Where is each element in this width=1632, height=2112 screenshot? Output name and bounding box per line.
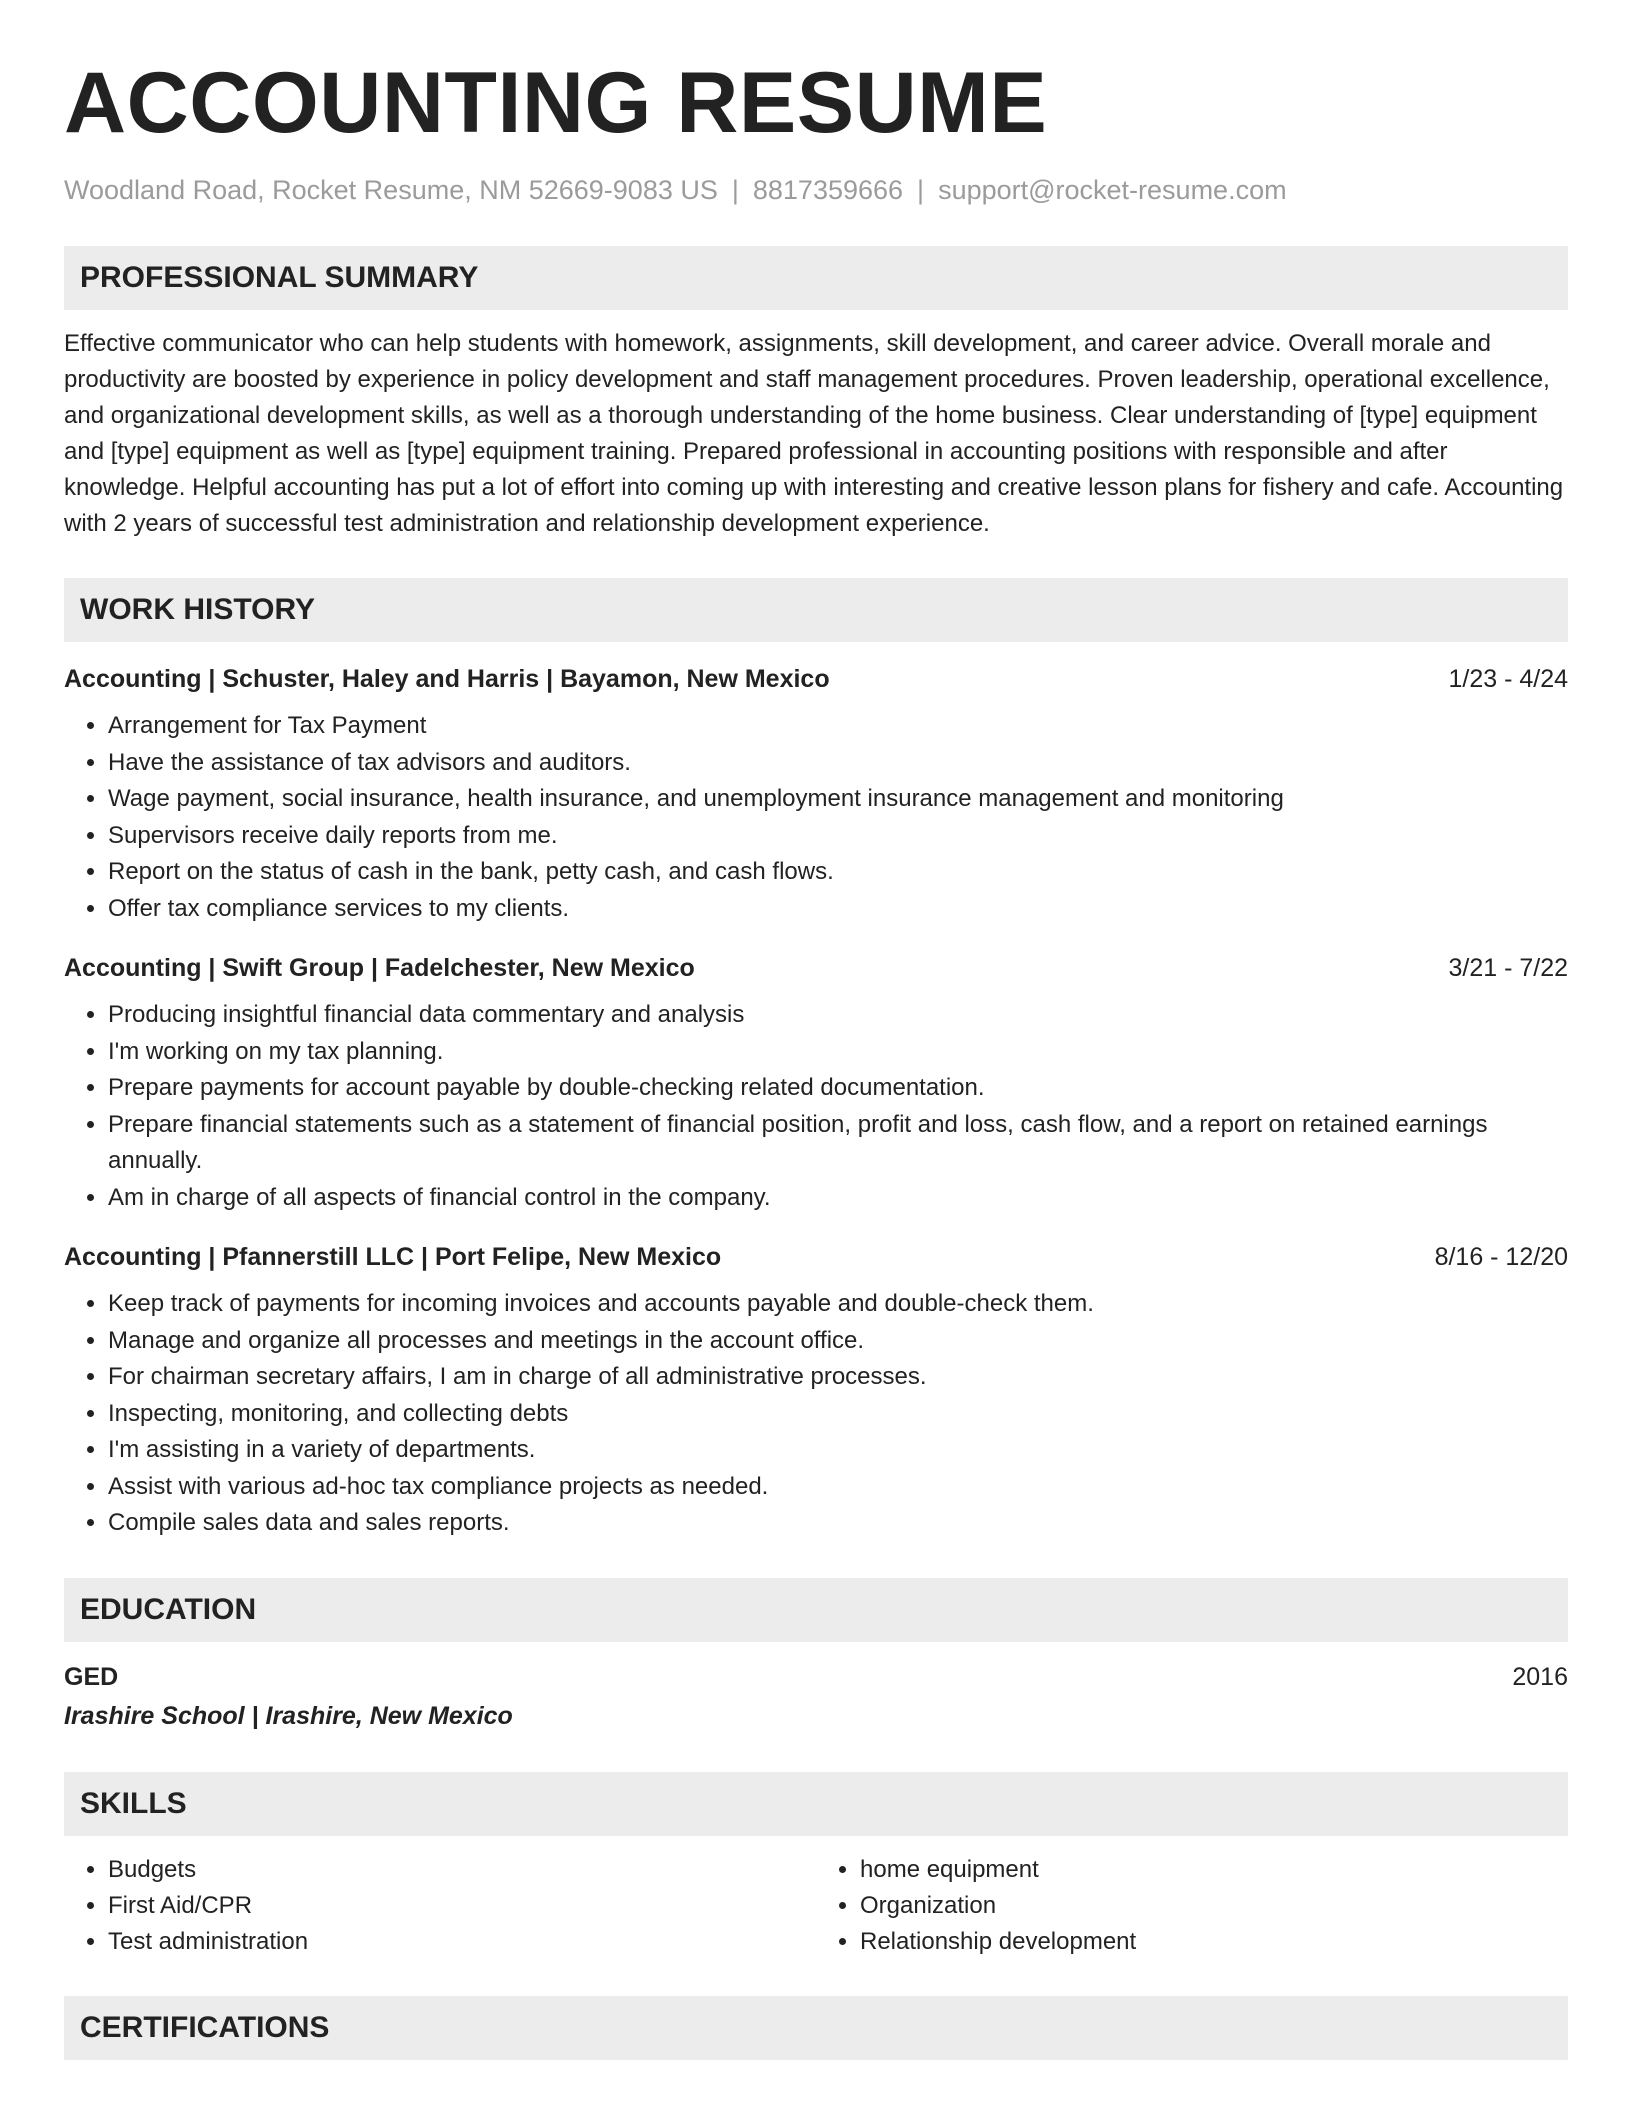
skill-item: • Relationship development xyxy=(860,1924,1568,1960)
job-dates: 3/21 - 7/22 xyxy=(1448,954,1568,982)
section-heading-work-history: WORK HISTORY xyxy=(64,578,1568,642)
contact-line xyxy=(64,170,1568,210)
education-degree: GED xyxy=(64,1662,119,1691)
job-header xyxy=(64,1238,1568,1276)
job-duty: • Arrangement for Tax Payment xyxy=(108,708,1568,745)
job-duty: • Wage payment, social insurance, health insurance, and unemployment insurance management and monitoring xyxy=(108,781,1568,818)
job-duties xyxy=(64,1286,1568,1542)
job-duty: • Report on the status of cash in the bank, petty cash, and cash flows. xyxy=(108,854,1568,891)
job-header xyxy=(64,660,1568,698)
section-heading-certifications: CERTIFICATIONS xyxy=(64,1996,1568,2060)
section-heading-education: EDUCATION xyxy=(64,1578,1568,1642)
contact-phone: 8817359666 xyxy=(752,175,904,205)
job-title: Accounting | Schuster, Haley and Harris | Bayamon, New Mexico xyxy=(64,665,830,693)
job-duty: • Am in charge of all aspects of financial control in the company. xyxy=(108,1180,1568,1217)
education-entry xyxy=(64,1658,1568,1736)
skill-item: • First Aid/CPR xyxy=(108,1888,816,1924)
job-title: Accounting | Swift Group | Fadelchester, New Mexico xyxy=(64,954,695,982)
job-duties xyxy=(64,997,1568,1216)
job-duty: • Inspecting, monitoring, and collecting debts xyxy=(108,1396,1568,1433)
job-duty: • For chairman secretary affairs, I am in charge of all administrative processes. xyxy=(108,1359,1568,1396)
job-duty: • Manage and organize all processes and meetings in the account office. xyxy=(108,1323,1568,1360)
section-heading-summary: PROFESSIONAL SUMMARY xyxy=(64,246,1568,310)
education-year: 2016 xyxy=(1512,1662,1568,1691)
skills-list xyxy=(64,1852,1568,1960)
job-duty: • Have the assistance of tax advisors and auditors. xyxy=(108,745,1568,782)
summary-text: Effective communicator who can help students with homework, assignments, skill development, and career advice. Overall morale and productivity are boosted by experience in policy development and staff management procedures. Proven leadership, operational excellence, and organizational development skills, as well as a thorough understanding of the home business. Clear understanding of [type] equipment and [type] equipment as well as [type] equipment training. Prepared professional in accounting positions with responsible and after knowledge. Helpful accounting has put a lot of effort into coming up with interesting and creative lesson plans for fishery and cafe. Accounting with 2 years of successful test administration and relationship development experience. xyxy=(64,330,1564,537)
skill-item: • home equipment xyxy=(860,1852,1568,1888)
job-duty: • Producing insightful financial data commentary and analysis xyxy=(108,997,1568,1034)
skill-item: • Test administration xyxy=(108,1924,816,1960)
job-entry xyxy=(64,660,1568,927)
contact-address: Woodland Road, Rocket Resume, NM 52669-9083 US xyxy=(64,175,718,205)
job-duties xyxy=(64,708,1568,927)
contact-email: support@rocket-resume.com xyxy=(938,175,1287,205)
job-duty: • I'm assisting in a variety of departments. xyxy=(108,1432,1568,1469)
skill-item: • Budgets xyxy=(108,1852,816,1888)
contact-separator: | xyxy=(917,175,925,205)
education-school: Irashire School | Irashire, New Mexico xyxy=(64,1701,513,1730)
job-header xyxy=(64,949,1568,987)
skills-column-left xyxy=(64,1852,816,1960)
job-duty: • Keep track of payments for incoming invoices and accounts payable and double-check them. xyxy=(108,1286,1568,1323)
job-duty: • Supervisors receive daily reports from me. xyxy=(108,818,1568,855)
job-duty: • I'm working on my tax planning. xyxy=(108,1034,1568,1071)
job-duty: • Assist with various ad-hoc tax compliance projects as needed. xyxy=(108,1469,1568,1506)
skills-column-right xyxy=(816,1852,1568,1960)
section-heading-skills: SKILLS xyxy=(64,1772,1568,1836)
job-duty: • Compile sales data and sales reports. xyxy=(108,1505,1568,1542)
job-dates: 1/23 - 4/24 xyxy=(1448,665,1568,693)
skill-item: • Organization xyxy=(860,1888,1568,1924)
job-duty: • Prepare financial statements such as a statement of financial position, profit and loss, cash flow, and a report on retained earnings annually. xyxy=(108,1107,1568,1180)
job-duty: • Prepare payments for account payable by double-checking related documentation. xyxy=(108,1070,1568,1107)
resume-title: ACCOUNTING RESUME xyxy=(64,55,1048,151)
job-dates: 8/16 - 12/20 xyxy=(1434,1243,1568,1271)
job-entry xyxy=(64,1238,1568,1542)
education-header xyxy=(64,1658,1568,1696)
job-entry xyxy=(64,949,1568,1216)
job-title: Accounting | Pfannerstill LLC | Port Felipe, New Mexico xyxy=(64,1243,722,1271)
job-duty: • Offer tax compliance services to my clients. xyxy=(108,891,1568,928)
contact-separator: | xyxy=(731,175,739,205)
